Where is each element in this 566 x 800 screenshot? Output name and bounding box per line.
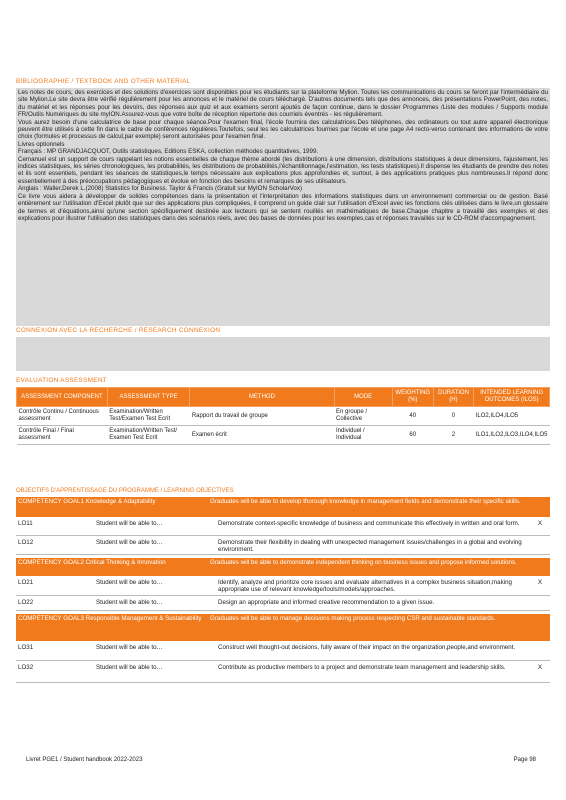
lo-subject: Student will be able to… <box>96 644 163 651</box>
objectives-heading: OBJECTIFS D'APPRENTISSAGE DU PROGRAMME / LEARNING OBJECTIVES <box>16 488 234 494</box>
competency-goal-row <box>16 497 550 517</box>
research-content-box <box>16 337 550 371</box>
cell-weighting: 40 <box>392 407 433 426</box>
cell-component: Contrôle Final / Final assessment <box>17 426 108 445</box>
col-ilos: INTENDED LEARNING OUTCOMES (ILOS) <box>474 388 550 407</box>
lo-code: LO12 <box>18 539 34 546</box>
biblio-paragraph: Français : MP GRANDJACQUOT, Outils statistiques, Editions ESKA, collection méthodes quantitatives, 1999. <box>18 148 319 156</box>
competency-description: Graduates will be able to manage decisions making process respecting CSR and sustainable standards. <box>210 615 496 622</box>
lo-subject: Student will be able to… <box>96 599 163 606</box>
biblio-paragraph: Anglais : Waller,Derek L.(2008) Statistics for Business. Taylor & Francis (Gratuit sur MyION ScholarVox) <box>18 185 303 193</box>
cell-weighting: 60 <box>392 426 433 445</box>
cell-duration: 2 <box>433 426 474 445</box>
cell-mode: Individuel / Individual <box>334 426 392 445</box>
cell-type: Examination/Written Test/ Examen Test Ecrit <box>107 426 190 445</box>
cell-method: Rapport du travail de groupe <box>190 407 334 426</box>
cell-mode: En groupe / Collective <box>334 407 392 426</box>
lo-description: Contribute as productive members to a project and demonstrate team management and leadership skills. <box>218 664 506 671</box>
cell-ilos: ILO2,ILO4,ILO5 <box>474 407 550 426</box>
assessment-table <box>16 387 550 445</box>
lo-subject: Student will be able to… <box>96 664 163 671</box>
lo-code: LO32 <box>18 664 34 671</box>
lo-mark <box>530 538 550 554</box>
competency-description: Graduates will be able to develop thorough knowledge in management fields and demonstrate their specific skills. <box>210 498 521 505</box>
col-mode: MODE <box>334 388 392 407</box>
lo-description: Demonstrate their flexibility in dealing with unexpected management issues/challenges in a global and evolving environment. <box>218 539 522 554</box>
competency-goal-row <box>16 614 550 641</box>
col-duration: DURATION (H) <box>433 388 474 407</box>
lo-description: Identify, analyze and prioritize core issues and evaluate alternatives in a complex business situation,making appropriate use of relevant knowledge/tools/models/approaches. <box>218 579 512 594</box>
cell-ilos: ILO1,ILO2,ILO3,ILO4,ILO5 <box>474 426 550 445</box>
competency-label: COMPETENCY GOAL1 Knowledge & Adaptability <box>18 498 156 505</box>
lo-mark <box>530 598 550 610</box>
lo-code: LO22 <box>18 599 34 606</box>
biblio-paragraph: Cemanuel est un support de cours rappelant les notions essentielles de chaque thème abordé (les distributions à une dimension, distributions statistiques à deux dimensions, l'ajustement, les indices statistiques, les séries chronologiques, les probabilités, les distributions de probabilités,l'échantillonnage,l'estimation, les tests statistiques).Il dispense les étudiants de prendre des notes et ils sont essentiels, pendant les séances de statistiques,le temps nécessaire aux explications plus approfondies et, surtout, à des applications pratiques plus nombreuses.Il répond donc essentiellement à des préoccupations pédagogiques et évolue en fonction des besoins et remarques de ses utilisateurs. <box>18 155 548 185</box>
page-footer <box>26 757 536 764</box>
learning-objective-row <box>16 519 550 536</box>
footer-handbook-title: Livret PGE1 / Student handbook 2022-2023 <box>26 757 143 763</box>
biblio-paragraph: Livres optionnels <box>18 140 65 148</box>
assessment-header-row <box>17 388 550 407</box>
lo-mark: X <box>537 520 543 527</box>
biblio-paragraph: Vous aurez besoin d'une calculatrice de base pour chaque séance.Pour l'examen final, l'école fournira des calculatrices.Des téléphones, des ordinateurs ou tout autre appareil électronique peuvent être utilisés à cette fin dans le cadre de conférences régulières.Toutefois, seul les les calculatrices fournies par l'école et une page A4 recto-verso contenant des informations de votre choix (formules et processus de calcul,par exemple) seront autorisées pour l'examen final. <box>18 118 548 141</box>
learning-objective-row <box>16 538 550 555</box>
col-type: ASSESSMENT TYPE <box>107 388 190 407</box>
cell-method: Examen écrit <box>190 426 334 445</box>
lo-mark <box>530 643 550 660</box>
lo-code: LO31 <box>18 644 34 651</box>
col-method: METHOD <box>190 388 334 407</box>
learning-objective-row <box>16 578 550 596</box>
learning-objective-row <box>16 663 550 683</box>
lo-description: Design an appropriate and informed creative recommendation to a given issue. <box>218 599 435 606</box>
cell-component: Contrôle Continu / Continuous assessment <box>17 407 108 426</box>
biblio-paragraph: Ce livre vous aidera à développer de solides compétences dans la présentation et l'interprétation des informations statistiques dans un environnement commercial ou de gestion. Basé entièrement sur l'utilisation d'Excel plutôt que sur des applications plus compliquées, il comprend un guide clair sur l'utilisation d'Excel avec les fonctions clés utilisées dans le livre,un glossaire de termes et d'équations,ainsi qu'une section spécifiquement destinée aux lecteurs qui se sentent rouillés en mathématiques de base.Chaque chapitre a travaillé des exemples et des explications pour illustrer l'utilisation des statistiques dans des scénarios réels, avec des bases de données pour les exemples,cas et réponses travaillés sur le CD-ROM d'accompagnement. <box>18 192 548 222</box>
lo-code: LO21 <box>18 579 34 586</box>
page-number: Page 98 <box>513 757 536 763</box>
lo-subject: Student will be able to… <box>96 539 163 546</box>
col-component: ASSESSMENT COMPONENT <box>17 388 108 407</box>
biblio-paragraph: Les notes de cours, des exercices et des solutions d'exercices sont disponibles pour les étudiants sur la plateforme Mylion. Toutes les communications du cours se feront par l'intermédiaire du site Mylion.Le site devra être vérifié régulièrement pour les annonces et le matériel de cours téléchargé. D'autres documents tels que des annonces, des présentations PowerPoint, des notes, du matériel et les réponses pour les devoirs, des réponses aux quiz et aux examens seront ajoutés de façon continue, dans le dossier Programmes /Liste des modules / Supports module FR/Outils Numériques du site myION.Assurez-vous que votre boîte de réception répertorie des courriels éventrés - les régulièrement. <box>18 89 548 119</box>
lo-code: LO11 <box>18 520 33 527</box>
competency-label: COMPETENCY GOAL3 Responsible Management & Sustainability <box>18 615 202 622</box>
lo-subject: Student will be able to… <box>96 579 163 586</box>
lo-description: Demonstrate context-specific knowledge of business and communicate this effectively in written and oral form. <box>218 520 520 527</box>
competency-description: Graduates will be able to demonstrate independent thinking on business issues and propose informed solutions. <box>210 559 517 566</box>
cell-type: Examination/Written Test/Examen Test Ecrit <box>107 407 190 426</box>
table-row <box>17 426 550 445</box>
cell-duration: 0 <box>433 407 474 426</box>
research-heading: CONNEXION AVEC LA RECHERCHE / RESEARCH CONNEXION <box>16 327 221 334</box>
lo-description: Construct well thought-out decisions, fully aware of their impact on the organization,people,and environment. <box>218 644 516 651</box>
col-weighting: WEIGHTING (%) <box>392 388 433 407</box>
competency-goal-row <box>16 558 550 576</box>
learning-objective-row <box>16 598 550 611</box>
learning-objective-row <box>16 643 550 661</box>
table-row <box>17 407 550 426</box>
competency-label: COMPETENCY GOAL2 Critical Thinking & Innovation <box>18 559 166 566</box>
lo-subject: Student will be able to… <box>96 520 163 527</box>
bibliography-text <box>16 88 550 326</box>
lo-mark: X <box>537 664 543 671</box>
lo-mark: X <box>537 579 543 586</box>
evaluation-heading: EVALUATION ASSESSMENT <box>16 377 107 384</box>
bibliography-heading: BIBLIOGRAPHIE / TEXTBOOK AND OTHER MATERIAL <box>16 78 191 85</box>
